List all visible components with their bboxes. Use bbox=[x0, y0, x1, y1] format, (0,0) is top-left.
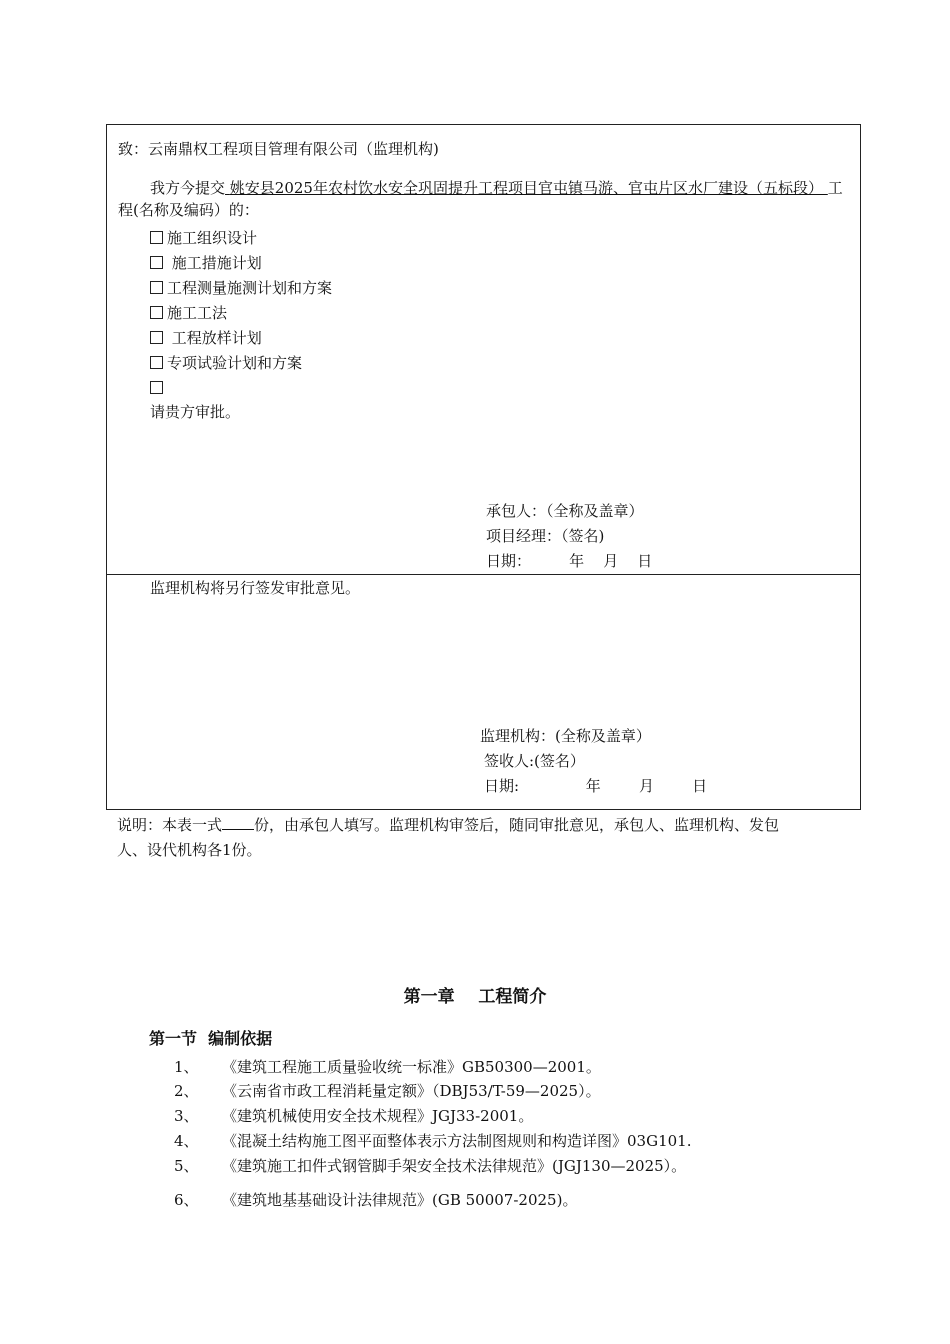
submit-prefix: 我方今提交 bbox=[150, 179, 226, 197]
form-note-line2: 人、设代机构各1份。 bbox=[117, 841, 262, 859]
checkbox-icon[interactable] bbox=[150, 256, 163, 269]
contractor-label: 承包人：（全称及盖章） bbox=[486, 502, 644, 520]
reference-item: 6、 《建筑地基基础设计法律规范》(GB 50007-2025)。 bbox=[174, 1191, 578, 1209]
supervisor-org-label: 监理机构：(全称及盖章） bbox=[480, 727, 651, 745]
form-note-line1: 说明：本表一式 份，由承包人填写。监理机构审签后，随同审批意见，承包人、监理机构、发包 bbox=[117, 816, 780, 834]
checkbox-item[interactable]: 专项试验计划和方案 bbox=[150, 353, 302, 373]
checkbox-icon[interactable] bbox=[150, 356, 163, 369]
supervisor-date-label: 日期: 年 月 日 bbox=[484, 777, 708, 795]
checkbox-icon[interactable] bbox=[150, 331, 163, 344]
checkbox-item[interactable]: 施工组织设计 bbox=[150, 228, 257, 248]
checkbox-item[interactable]: 施工工法 bbox=[150, 303, 227, 323]
reference-item: 4、 《混凝土结构施工图平面整体表示方法制图规则和构造详图》03G101. bbox=[174, 1132, 692, 1150]
checkbox-item[interactable]: 工程测量施测计划和方案 bbox=[150, 278, 332, 298]
manager-label: 项目经理：（签名) bbox=[486, 527, 605, 545]
section-title: 第一节 编制依据 bbox=[149, 1029, 273, 1048]
submit-suffix: 工程(名称及编码）的： bbox=[118, 179, 843, 219]
receiver-label: 签收人:(签名） bbox=[484, 752, 585, 770]
checkbox-item[interactable]: 工程放样计划 bbox=[150, 328, 262, 348]
approval-form bbox=[106, 124, 861, 810]
reference-item: 5、 《建筑施工扣件式钢管脚手架安全技术法律规范》(JGJ130—2025）。 bbox=[174, 1157, 687, 1175]
section-divider bbox=[107, 574, 860, 575]
checkbox-icon[interactable] bbox=[150, 281, 163, 294]
copies-blank[interactable] bbox=[222, 815, 254, 830]
reference-item: 3、 《建筑机械使用安全技术规程》JGJ33-2001。 bbox=[174, 1107, 534, 1125]
supervisor-note: 监理机构将另行签发审批意见。 bbox=[150, 579, 361, 597]
reference-item: 1、 《建筑工程施工质量验收统一标准》GB50300—2001。 bbox=[174, 1058, 601, 1076]
addressee-line: 致：云南鼎权工程项目管理有限公司（监理机构) bbox=[118, 140, 439, 158]
chapter-title: 第一章 工程简介 bbox=[403, 987, 547, 1007]
checkbox-icon[interactable] bbox=[150, 231, 163, 244]
reference-item: 2、 《云南省市政工程消耗量定额》（DBJ53/T-59—2025）。 bbox=[174, 1082, 601, 1100]
contractor-date-label: 日期： 年 月 日 bbox=[486, 552, 653, 570]
checkbox-item[interactable] bbox=[150, 378, 167, 398]
checkbox-item[interactable]: 施工措施计划 bbox=[150, 253, 262, 273]
checkbox-icon[interactable] bbox=[150, 381, 163, 394]
checkbox-icon[interactable] bbox=[150, 306, 163, 319]
submission-paragraph bbox=[118, 177, 853, 221]
request-text: 请贵方审批。 bbox=[150, 403, 241, 421]
project-name: 姚安县2025年农村饮水安全巩固提升工程项目官屯镇马游、官屯片区水厂建设（五标段） bbox=[229, 179, 823, 197]
